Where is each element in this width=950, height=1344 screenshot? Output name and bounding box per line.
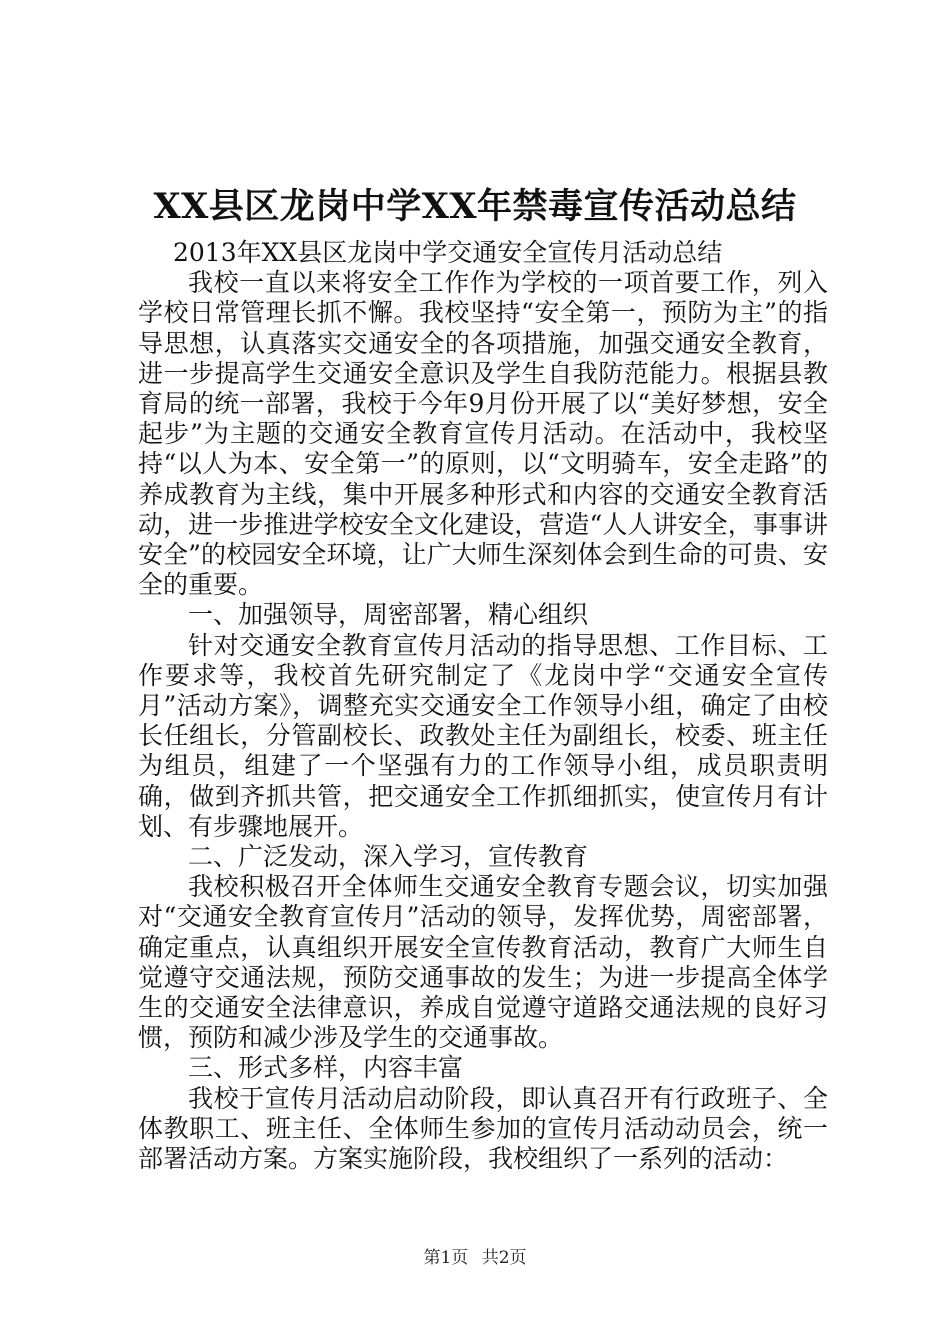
page-number: 第1页 bbox=[423, 1248, 469, 1268]
paragraph-intro: 我校一直以来将安全工作作为学校的一项首要工作，列入学校日常管理长抓不懈。我校坚持“安全第一，预防为主”的指导思想，认真落实交通安全的各项措施，加强交通安全教育，进一步提高学生交通安全意识及学生自我防范能力。根据县教育局的统一部署，我校于今年9月份开展了以“美好梦想，安全起步”为主题的交通安全教育宣传月活动。在活动中，我校坚持“以人为本、安全第一”的原则，以“文明骑车，安全走路”的养成教育为主线，集中开展多种形式和内容的交通安全教育活动，进一步推进学校安全文化建设，营造“人人讲安全，事事讲安全”的校园安全环境，让广大师生深刻体会到生命的可贵、安全的重要。 bbox=[138, 268, 828, 600]
page-footer bbox=[0, 1246, 950, 1270]
section-heading-3: 三、形式多样，内容丰富 bbox=[188, 1053, 464, 1083]
paragraph-section-2: 我校积极召开全体师生交通安全教育专题会议，切实加强对“交通安全教育宣传月”活动的领导，发挥优势，周密部署，确定重点，认真组织开展安全宣传教育活动，教育广大师生自觉遵守交通法规，预防交通事故的发生；为进一步提高全体学生的交通安全法律意识，养成自觉遵守道路交通法规的良好习惯，预防和减少涉及学生的交通事故。 bbox=[138, 872, 828, 1053]
page-total: 共2页 bbox=[481, 1248, 527, 1268]
document-body bbox=[138, 238, 828, 1174]
section-heading-1: 一、加强领导，周密部署，精心组织 bbox=[188, 600, 589, 630]
document-subtitle: 2013年XX县区龙岗中学交通安全宣传月活动总结 bbox=[173, 238, 723, 267]
document-title: XX县区龙岗中学XX年禁毒宣传活动总结 bbox=[153, 186, 797, 227]
section-heading-2: 二、广泛发动，深入学习，宣传教育 bbox=[188, 842, 589, 872]
paragraph-section-1: 针对交通安全教育宣传月活动的指导思想、工作目标、工作要求等，我校首先研究制定了《龙岗中学“交通安全宣传月”活动方案》，调整充实交通安全工作领导小组，确定了由校长任组长，分管副校长、政教处主任为副组长，校委、班主任为组员，组建了一个坚强有力的工作领导小组，成员职责明确，做到齐抓共管，把交通安全工作抓细抓实，使宣传月有计划、有步骤地展开。 bbox=[138, 630, 828, 841]
paragraph-section-3: 我校于宣传月活动启动阶段，即认真召开有行政班子、全体教职工、班主任、全体师生参加的宣传月活动动员会，统一部署活动方案。方案实施阶段，我校组织了一系列的活动： bbox=[138, 1083, 828, 1174]
